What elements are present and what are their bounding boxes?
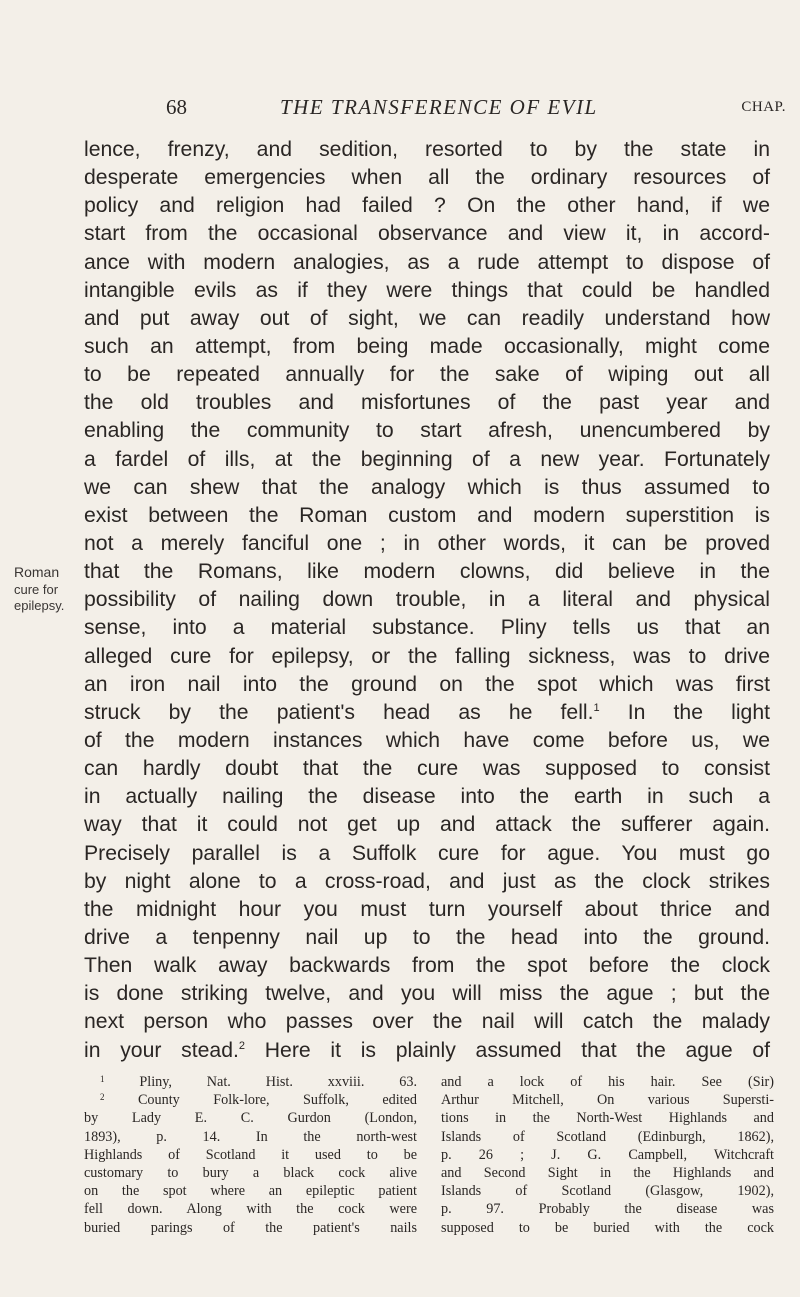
page-header (166, 95, 786, 125)
footnote-line: by Lady E. C. Gurdon (London, (84, 1110, 417, 1127)
body-text (84, 136, 770, 1065)
body-line: alleged cure for epilepsy, or the falling sickness, was to drive (84, 644, 770, 668)
body-line: exist between the Roman custom and modern superstition is (84, 503, 770, 527)
running-title: THE TRANSFERENCE OF EVIL (280, 95, 598, 119)
body-line: sense, into a material substance. Pliny tells us that an (84, 616, 770, 640)
footnote-line: Arthur Mitchell, On various Supersti- (441, 1092, 774, 1109)
body-line: Then walk away backwards from the spot before the clock (84, 954, 770, 978)
body-line: ance with modern analogies, as a rude attempt to dispose of (84, 250, 770, 274)
footnote-line: 1893), p. 14. In the north-west (84, 1128, 417, 1145)
margin-note-line: Roman (14, 564, 60, 580)
body-line: policy and religion had failed ? On the other hand, if we (84, 194, 770, 218)
footnote-line (84, 1091, 417, 1109)
footnotes-right-column (441, 1073, 774, 1237)
footnote-line: Highlands of Scotland it used to be (84, 1146, 417, 1163)
margin-note (14, 562, 74, 613)
body-line: by night alone to a cross-road, and just as the clock strikes (84, 869, 770, 893)
body-line: Precisely parallel is a Suffolk cure for ague. You must go (84, 841, 770, 865)
body-line: can hardly doubt that the cure was supposed to consist (84, 757, 770, 781)
footnote-line: Islands of Scotland (Edinburgh, 1862), (441, 1128, 774, 1145)
footnote-line: tions in the North-West Highlands and (441, 1110, 774, 1127)
body-line: intangible evils as if they were things that could be handled (84, 278, 770, 302)
footnote-line: buried parings of the patient's nails (84, 1219, 417, 1236)
page-number: 68 (166, 95, 187, 119)
footnote-line: p. 26 ; J. G. Campbell, Witchcraft (441, 1146, 774, 1163)
body-line-with-footnote (84, 699, 770, 727)
body-line: enabling the community to start afresh, unencumbered by (84, 419, 770, 443)
footnote-marker[interactable]: 1 (593, 701, 600, 714)
body-line: a fardel of ills, at the beginning of a new year. Fortunately (84, 447, 770, 471)
body-line: to be repeated annually for the sake of wiping out all (84, 363, 770, 387)
footnotes-left-column (84, 1073, 417, 1237)
body-line: the midnight hour you must turn yourself about thrice and (84, 897, 770, 921)
footnote-text: Pliny, Nat. Hist. xxviii. 63. (139, 1074, 417, 1090)
footnotes (84, 1073, 774, 1283)
body-line: the old troubles and misfortunes of the past year and (84, 391, 770, 415)
body-line-segment: In the light (627, 700, 770, 724)
body-line: desperate emergencies when all the ordinary resources of (84, 166, 770, 190)
body-line: not a merely fanciful one ; in other words, it can be proved (84, 531, 770, 555)
body-line: and put away out of sight, we can readily understand how (84, 306, 770, 330)
footnote-line (84, 1073, 417, 1091)
footnote-line: Islands of Scotland (Glasgow, 1902), (441, 1183, 774, 1200)
footnote-line: and a lock of his hair. See (Sir) (441, 1074, 774, 1090)
footnote-text: County Folk-lore, Suffolk, edited (137, 1092, 417, 1109)
body-line-segment: Here it is plainly assumed that the ague of (264, 1038, 771, 1062)
footnote-number: 1 (100, 1074, 105, 1084)
margin-note-line: cure for (14, 582, 59, 597)
footnote-line: fell down. Along with the cock were (84, 1201, 417, 1218)
body-line: in actually nailing the disease into the earth in such a (84, 785, 770, 809)
body-line: drive a tenpenny nail up to the head into the ground. (84, 925, 770, 949)
body-line-with-footnote (84, 1037, 770, 1065)
footnote-line: p. 97. Probably the disease was (441, 1201, 774, 1218)
body-line-segment: in your stead. (84, 1038, 239, 1062)
footnote-line: and Second Sight in the Highlands and (441, 1164, 774, 1181)
body-line: start from the occasional observance and view it, in accord- (84, 222, 770, 246)
body-line: such an attempt, from being made occasionally, might come (84, 334, 770, 358)
footnote-line: on the spot where an epileptic patient (84, 1183, 417, 1200)
footnote-marker[interactable]: 2 (238, 1039, 246, 1052)
body-line-segment: struck by the patient's head as he fell. (84, 700, 594, 724)
body-line: possibility of nailing down trouble, in a literal and physical (84, 588, 770, 612)
body-line: next person who passes over the nail will catch the malady (84, 1010, 770, 1034)
body-line: we can shew that the analogy which is thus assumed to (84, 475, 770, 499)
body-line: lence, frenzy, and sedition, resorted to by the state in (84, 138, 770, 161)
chapter-label: CHAP. (741, 99, 786, 115)
body-line: of the modern instances which have come before us, we (84, 728, 770, 752)
body-line: that the Romans, like modern clowns, did believe in the (84, 560, 770, 584)
body-line: an iron nail into the ground on the spot which was first (84, 672, 770, 696)
margin-note-line: epilepsy. (14, 597, 65, 613)
footnote-number: 2 (100, 1092, 105, 1103)
body-line: way that it could not get up and attack the sufferer again. (84, 813, 770, 837)
footnote-line: customary to bury a black cock alive (84, 1164, 417, 1181)
body-line: is done striking twelve, and you will miss the ague ; but the (84, 982, 770, 1006)
footnote-line: supposed to be buried with the cock (441, 1219, 774, 1236)
